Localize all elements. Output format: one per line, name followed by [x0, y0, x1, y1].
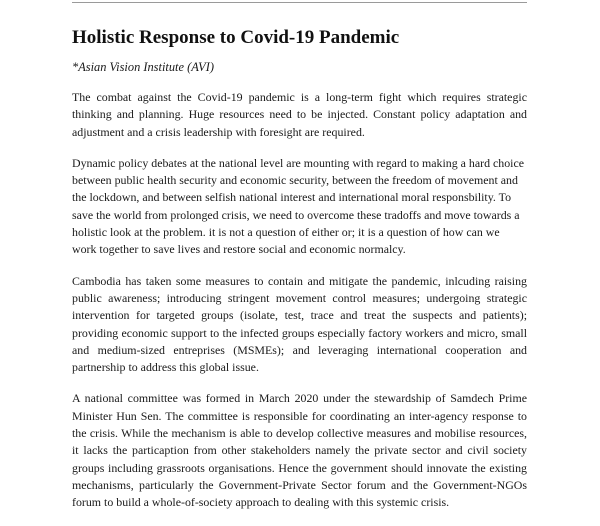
document-title: Holistic Response to Covid-19 Pandemic	[72, 27, 400, 48]
paragraph-2: Dynamic policy debates at the national level are mounting with regard to making a hard choice between public health security and economic security, between the freedom of movement and the lockdown, and between selfish national interest and international moral responsbility. To save the world from prolonged crisis, we need to overcome these tradoffs and move towards a holistic look at the problem. it is not a question of either or; it is a question of how can we work together to save lives and restore social and economic normalcy.	[72, 155, 525, 257]
header-rule	[72, 2, 527, 3]
paragraph-4: A national committee was formed in March 2020 under the stewardship of Samdech Prime Minister Hun Sen. The committee is responsible for coordinating an inter-agency response to the crisis. While the mechanism is able to develop collective measures and mobilise resources, it lacks the particaption from other stakeholders namely the private sector and civil society groups including grassroots organisations. Hence the government should innovate the existing mechanisms, particularly the Government-Private Sector forum and the Government-NGOs forum to build a whole-of-society approach to dealing with this systemic crisis.	[72, 391, 527, 510]
paragraph-1: The combat against the Covid-19 pandemic is a long-term fight which requires strategic thinking and planning. Huge resources need to be injected. Constant policy adaptation and adjustment and a crisis leadership with foresight are required.	[72, 90, 527, 139]
document-page	[72, 26, 527, 526]
author-line: *Asian Vision Institute (AVI)	[72, 60, 214, 74]
paragraph-3: Cambodia has taken some measures to contain and mitigate the pandemic, inlcuding raising public awareness; introducing stringent movement control measures; undergoing strategic intervention for targeted groups (isolate, test, trace and treat the suspects and patients); providing economic support to the infected groups especially factory workers and micro, small and medium-sized entreprises (MSMEs); and leveraging international cooperation and partnership to address this global issue.	[72, 273, 527, 375]
